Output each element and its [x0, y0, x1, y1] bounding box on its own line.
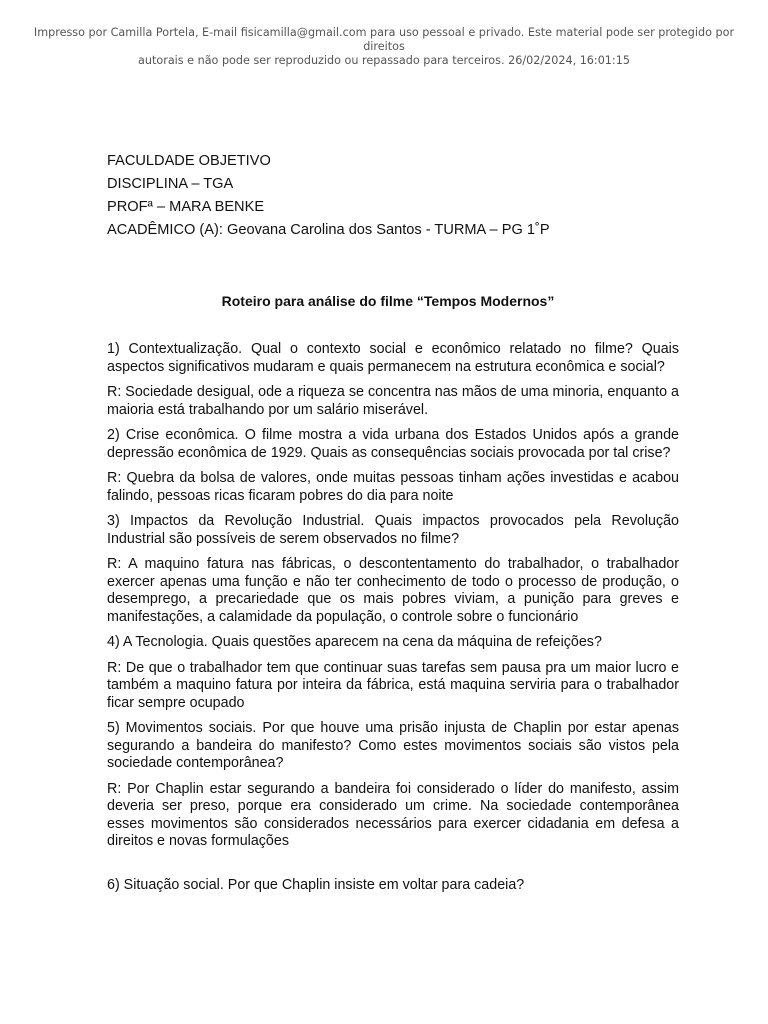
question-5: 5) Movimentos sociais. Por que houve uma prisão injusta de Chaplin por estar apenas segurando a bandeira do manifesto? Como estes movimentos sociais são vistos pela sociedade contemporânea?	[107, 720, 679, 771]
student-line: ACADÊMICO (A): Geovana Carolina dos Santos - TURMA – PG 1˚P	[107, 222, 550, 238]
answer-2: R: Quebra da bolsa de valores, onde muitas pessoas tinham ações investidas e acabou falindo, pessoas ricas ficaram pobres do dia para noite	[107, 470, 679, 504]
institution-name: FACULDADE OBJETIVO	[107, 153, 271, 169]
discipline-line: DISCIPLINA – TGA	[107, 176, 234, 192]
question-3: 3) Impactos da Revolução Industrial. Quais impactos provocados pela Revolução Industrial são possíveis de serem observados no filme?	[107, 513, 679, 547]
document-title: Roteiro para análise do filme “Tempos Modernos”	[221, 293, 555, 309]
watermark-line-2: autorais e não pode ser reproduzido ou repassado para terceiros. 26/02/2024, 16:01:15	[138, 54, 630, 67]
answer-3: R: A maquino fatura nas fábricas, o descontentamento do trabalhador, o trabalhador exercer apenas uma função e não ter conhecimento de todo o processo de produção, o desemprego, a precariedade que os mais pobres viviam, a punição para greves e manifestações, a calamidade da população, o controle sobre o funcionário	[107, 556, 679, 625]
question-6: 6) Situação social. Por que Chaplin insiste em voltar para cadeia?	[107, 876, 525, 893]
watermark-line-1: Impresso por Camilla Portela, E-mail fisicamilla@gmail.com para uso pessoal e privado. Este material pode ser protegido por direitos	[33, 26, 735, 53]
question-1: 1) Contextualização. Qual o contexto social e econômico relatado no filme? Quais aspectos significativos mudaram e quais permanecem na estrutura econômica e social?	[107, 341, 679, 375]
answer-1: R: Sociedade desigual, ode a riqueza se concentra nas mãos de uma minoria, enquanto a maioria está trabalhando por um salário miserável.	[107, 384, 679, 418]
question-4: 4) A Tecnologia. Quais questões aparecem na cena da máquina de refeições?	[107, 634, 602, 650]
document-header	[107, 150, 667, 242]
answer-4: R: De que o trabalhador tem que continuar suas tarefas sem pausa pra um maior lucro e também a maquino fatura por inteira da fábrica, está maquina serviria para o trabalhador ficar sempre ocupado	[107, 659, 679, 711]
document-body	[107, 341, 679, 902]
print-watermark	[20, 26, 748, 68]
answer-5: R: Por Chaplin estar segurando a bandeira foi considerado o líder do manifesto, assim deveria ser preso, porque era considerado um crime. Na sociedade contemporânea esses movimentos são considerados necessários para exercer cidadania em defesa a direitos e novas formulações	[107, 780, 679, 849]
question-2: 2) Crise econômica. O filme mostra a vida urbana dos Estados Unidos após a grande depressão econômica de 1929. Quais as consequências sociais provocada por tal crise?	[107, 427, 679, 461]
professor-line: PROFª – MARA BENKE	[107, 199, 265, 215]
